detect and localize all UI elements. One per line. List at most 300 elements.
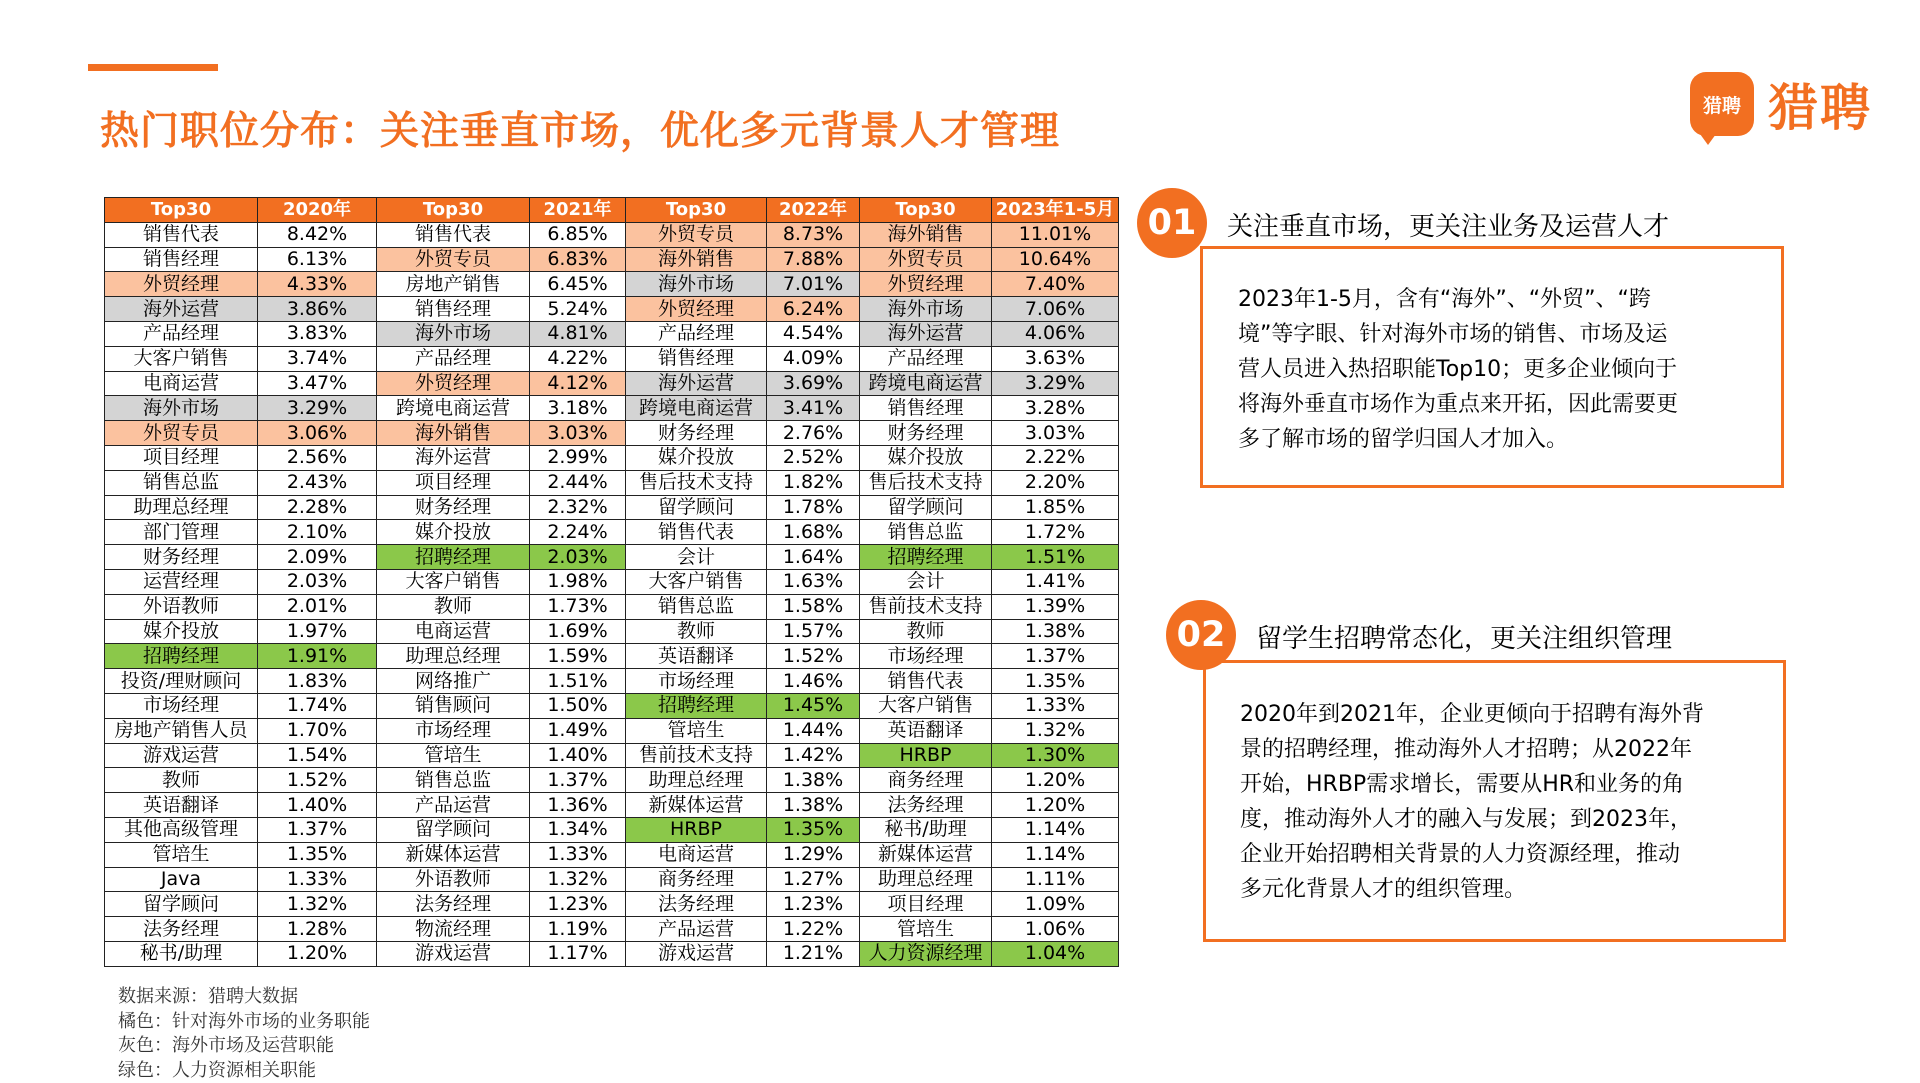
percentage-cell: 2.10% — [258, 520, 377, 545]
position-cell: 英语翻译 — [105, 793, 258, 818]
percentage-cell: 2.99% — [530, 445, 626, 470]
position-cell: 游戏运营 — [377, 941, 530, 966]
percentage-cell: 6.83% — [530, 247, 626, 272]
percentage-cell: 1.37% — [992, 644, 1119, 669]
position-cell: 销售总监 — [377, 768, 530, 793]
percentage-cell: 1.35% — [767, 817, 860, 842]
percentage-cell: 1.57% — [767, 619, 860, 644]
percentage-cell: 1.46% — [767, 669, 860, 694]
position-cell: 外贸经理 — [377, 371, 530, 396]
position-cell: 媒介投放 — [626, 445, 767, 470]
table-row — [105, 768, 1119, 793]
percentage-cell: 1.34% — [530, 817, 626, 842]
position-cell: 教师 — [105, 768, 258, 793]
position-cell: 媒介投放 — [377, 520, 530, 545]
position-cell: 电商运营 — [626, 842, 767, 867]
percentage-cell: 2.56% — [258, 445, 377, 470]
table-row — [105, 817, 1119, 842]
position-cell: 外贸专员 — [626, 222, 767, 247]
position-cell: 招聘经理 — [626, 693, 767, 718]
percentage-cell: 1.44% — [767, 718, 860, 743]
percentage-cell: 1.52% — [258, 768, 377, 793]
position-cell: 游戏运营 — [105, 743, 258, 768]
table-row — [105, 421, 1119, 446]
position-cell: 销售代表 — [626, 520, 767, 545]
percentage-cell: 4.06% — [992, 321, 1119, 346]
section-2-line: 开始，HRBP需求增长，需要从HR和业务的角 — [1240, 767, 1704, 802]
section-2-line: 多元化背景人才的组织管理。 — [1240, 872, 1704, 907]
legend-gray: 灰色：海外市场及运营职能 — [118, 1034, 370, 1059]
percentage-cell: 3.06% — [258, 421, 377, 446]
percentage-cell: 2.52% — [767, 445, 860, 470]
percentage-cell: 1.83% — [258, 669, 377, 694]
position-cell: 外贸专员 — [377, 247, 530, 272]
percentage-cell: 3.74% — [258, 346, 377, 371]
legend-orange: 橘色：针对海外市场的业务职能 — [118, 1010, 370, 1035]
position-cell: 大客户销售 — [626, 569, 767, 594]
table-row — [105, 693, 1119, 718]
percentage-cell: 6.45% — [530, 272, 626, 297]
table-row — [105, 495, 1119, 520]
position-cell: 产品经理 — [105, 321, 258, 346]
percentage-cell: 2.32% — [530, 495, 626, 520]
percentage-cell: 1.97% — [258, 619, 377, 644]
percentage-cell: 1.41% — [992, 569, 1119, 594]
percentage-cell: 1.59% — [530, 644, 626, 669]
table-row — [105, 619, 1119, 644]
percentage-cell: 6.13% — [258, 247, 377, 272]
position-cell: 媒介投放 — [860, 445, 992, 470]
percentage-cell: 1.14% — [992, 817, 1119, 842]
position-cell: 教师 — [860, 619, 992, 644]
position-cell: 法务经理 — [626, 892, 767, 917]
percentage-cell: 7.01% — [767, 272, 860, 297]
position-cell: 外贸专员 — [105, 421, 258, 446]
position-cell: 市场经理 — [860, 644, 992, 669]
percentage-cell: 8.73% — [767, 222, 860, 247]
percentage-cell: 4.09% — [767, 346, 860, 371]
percentage-cell: 3.18% — [530, 396, 626, 421]
percentage-cell: 7.88% — [767, 247, 860, 272]
percentage-cell: 3.47% — [258, 371, 377, 396]
position-cell: 销售经理 — [860, 396, 992, 421]
percentage-cell: 7.06% — [992, 297, 1119, 322]
percentage-cell: 11.01% — [992, 222, 1119, 247]
position-cell: 销售总监 — [105, 470, 258, 495]
table-header-row — [105, 198, 1119, 223]
percentage-cell: 1.40% — [258, 793, 377, 818]
position-cell: 海外运营 — [860, 321, 992, 346]
percentage-cell: 1.33% — [258, 867, 377, 892]
position-cell: 会计 — [626, 545, 767, 570]
position-cell: 产品经理 — [860, 346, 992, 371]
position-cell: 销售经理 — [626, 346, 767, 371]
position-cell: 管培生 — [626, 718, 767, 743]
position-cell: 售后技术支持 — [626, 470, 767, 495]
percentage-cell: 1.36% — [530, 793, 626, 818]
position-cell: 管培生 — [860, 917, 992, 942]
position-cell: 产品运营 — [626, 917, 767, 942]
position-cell: 法务经理 — [377, 892, 530, 917]
percentage-cell: 1.35% — [992, 669, 1119, 694]
percentage-cell: 3.69% — [767, 371, 860, 396]
section-1-line: 将海外垂直市场作为重点来开拓，因此需要更 — [1238, 387, 1678, 422]
percentage-cell: 4.33% — [258, 272, 377, 297]
position-cell: 外贸经理 — [860, 272, 992, 297]
percentage-cell: 1.37% — [258, 817, 377, 842]
table-header-cell: 2020年 — [258, 198, 377, 223]
percentage-cell: 4.22% — [530, 346, 626, 371]
position-cell: 助理总经理 — [377, 644, 530, 669]
table-row — [105, 272, 1119, 297]
position-cell: 招聘经理 — [105, 644, 258, 669]
position-cell: 项目经理 — [860, 892, 992, 917]
table-row — [105, 644, 1119, 669]
percentage-cell: 1.68% — [767, 520, 860, 545]
title-accent-bar — [88, 64, 218, 71]
percentage-cell: 1.19% — [530, 917, 626, 942]
position-cell: 市场经理 — [105, 693, 258, 718]
table-row — [105, 346, 1119, 371]
percentage-cell: 3.28% — [992, 396, 1119, 421]
position-cell: 投资/理财顾问 — [105, 669, 258, 694]
percentage-cell: 1.54% — [258, 743, 377, 768]
percentage-cell: 2.22% — [992, 445, 1119, 470]
position-cell: 外贸经理 — [105, 272, 258, 297]
percentage-cell: 3.29% — [258, 396, 377, 421]
percentage-cell: 2.44% — [530, 470, 626, 495]
logo-badge-icon: 猎聘 — [1690, 72, 1754, 136]
section-2-text — [1240, 697, 1704, 907]
position-cell: 财务经理 — [860, 421, 992, 446]
percentage-cell: 2.03% — [258, 569, 377, 594]
percentage-cell: 1.38% — [767, 768, 860, 793]
percentage-cell: 3.41% — [767, 396, 860, 421]
percentage-cell: 1.51% — [530, 669, 626, 694]
percentage-cell: 1.74% — [258, 693, 377, 718]
percentage-cell: 1.20% — [258, 941, 377, 966]
position-cell: 管培生 — [377, 743, 530, 768]
position-cell: 媒介投放 — [105, 619, 258, 644]
percentage-cell: 1.14% — [992, 842, 1119, 867]
table-row — [105, 743, 1119, 768]
position-cell: 招聘经理 — [860, 545, 992, 570]
position-cell: 外贸经理 — [626, 297, 767, 322]
position-cell: 助理总经理 — [626, 768, 767, 793]
table-header-cell: Top30 — [626, 198, 767, 223]
percentage-cell: 1.51% — [992, 545, 1119, 570]
table-row — [105, 892, 1119, 917]
position-cell: 游戏运营 — [626, 941, 767, 966]
position-cell: 助理总经理 — [860, 867, 992, 892]
table-row — [105, 297, 1119, 322]
position-cell: 跨境电商运营 — [626, 396, 767, 421]
section-1-line: 营人员进入热招职能Top10；更多企业倾向于 — [1238, 352, 1678, 387]
position-cell: 项目经理 — [105, 445, 258, 470]
percentage-cell: 1.40% — [530, 743, 626, 768]
position-cell: 外语教师 — [105, 594, 258, 619]
position-cell: 助理总经理 — [105, 495, 258, 520]
percentage-cell: 1.33% — [992, 693, 1119, 718]
table-row — [105, 222, 1119, 247]
table-row — [105, 247, 1119, 272]
position-cell: 销售代表 — [377, 222, 530, 247]
position-cell: 法务经理 — [860, 793, 992, 818]
percentage-cell: 2.09% — [258, 545, 377, 570]
legend-source: 数据来源：猎聘大数据 — [118, 985, 370, 1010]
position-cell: 海外市场 — [377, 321, 530, 346]
position-cell: 海外销售 — [626, 247, 767, 272]
position-cell: 留学顾问 — [626, 495, 767, 520]
percentage-cell: 1.73% — [530, 594, 626, 619]
position-cell: 海外运营 — [377, 445, 530, 470]
percentage-cell: 1.32% — [992, 718, 1119, 743]
section-1-line: 多了解市场的留学归国人才加入。 — [1238, 422, 1678, 457]
percentage-cell: 1.37% — [530, 768, 626, 793]
percentage-cell: 1.17% — [530, 941, 626, 966]
percentage-cell: 1.06% — [992, 917, 1119, 942]
position-cell: 海外市场 — [626, 272, 767, 297]
position-cell: 电商运营 — [377, 619, 530, 644]
position-cell: 大客户销售 — [377, 569, 530, 594]
percentage-cell: 10.64% — [992, 247, 1119, 272]
position-cell: 商务经理 — [860, 768, 992, 793]
table-row — [105, 396, 1119, 421]
percentage-cell: 8.42% — [258, 222, 377, 247]
position-cell: 新媒体运营 — [860, 842, 992, 867]
percentage-cell: 1.52% — [767, 644, 860, 669]
percentage-cell: 1.23% — [767, 892, 860, 917]
percentage-cell: 1.32% — [530, 867, 626, 892]
percentage-cell: 1.45% — [767, 693, 860, 718]
position-cell: 跨境电商运营 — [860, 371, 992, 396]
percentage-cell: 1.28% — [258, 917, 377, 942]
percentage-cell: 1.70% — [258, 718, 377, 743]
percentage-cell: 2.03% — [530, 545, 626, 570]
percentage-cell: 1.23% — [530, 892, 626, 917]
percentage-cell: 1.04% — [992, 941, 1119, 966]
position-cell: 新媒体运营 — [626, 793, 767, 818]
table-row — [105, 520, 1119, 545]
percentage-cell: 4.54% — [767, 321, 860, 346]
position-cell: 跨境电商运营 — [377, 396, 530, 421]
liepin-logo — [1690, 68, 1872, 140]
position-cell: 销售代表 — [105, 222, 258, 247]
position-cell: 销售经理 — [105, 247, 258, 272]
table-row — [105, 842, 1119, 867]
position-cell: 房地产销售 — [377, 272, 530, 297]
position-cell: 海外运营 — [105, 297, 258, 322]
table-row — [105, 917, 1119, 942]
position-cell: 财务经理 — [105, 545, 258, 570]
percentage-cell: 4.81% — [530, 321, 626, 346]
percentage-cell: 2.20% — [992, 470, 1119, 495]
position-cell: 电商运营 — [105, 371, 258, 396]
table-row — [105, 867, 1119, 892]
percentage-cell: 1.20% — [992, 768, 1119, 793]
table-row — [105, 669, 1119, 694]
section-1-number: 01 — [1137, 188, 1207, 258]
table-row — [105, 470, 1119, 495]
percentage-cell: 3.83% — [258, 321, 377, 346]
percentage-cell: 1.78% — [767, 495, 860, 520]
percentage-cell: 1.35% — [258, 842, 377, 867]
percentage-cell: 3.03% — [992, 421, 1119, 446]
position-cell: 销售总监 — [626, 594, 767, 619]
position-cell: 运营经理 — [105, 569, 258, 594]
position-cell: 财务经理 — [626, 421, 767, 446]
percentage-cell: 1.63% — [767, 569, 860, 594]
position-cell: 海外市场 — [105, 396, 258, 421]
percentage-cell: 6.85% — [530, 222, 626, 247]
position-cell: 管培生 — [105, 842, 258, 867]
legend-green: 绿色：人力资源相关职能 — [118, 1059, 370, 1083]
position-cell: HRBP — [860, 743, 992, 768]
position-cell: 产品经理 — [377, 346, 530, 371]
position-cell: 其他高级管理 — [105, 817, 258, 842]
section-1-line: 2023年1-5月，含有“海外”、“外贸”、“跨 — [1238, 282, 1678, 317]
table-row — [105, 569, 1119, 594]
section-2-line: 度，推动海外人才的融入与发展；到2023年， — [1240, 802, 1704, 837]
section-1-text — [1238, 282, 1678, 457]
percentage-cell: 1.50% — [530, 693, 626, 718]
percentage-cell: 1.69% — [530, 619, 626, 644]
percentage-cell: 3.63% — [992, 346, 1119, 371]
position-cell: 销售经理 — [377, 297, 530, 322]
section-2-number: 02 — [1166, 600, 1236, 670]
section-2-line: 2020年到2021年，企业更倾向于招聘有海外背 — [1240, 697, 1704, 732]
table-header-cell: Top30 — [105, 198, 258, 223]
percentage-cell: 2.28% — [258, 495, 377, 520]
position-cell: 物流经理 — [377, 917, 530, 942]
percentage-cell: 3.86% — [258, 297, 377, 322]
table-row — [105, 321, 1119, 346]
position-cell: 网络推广 — [377, 669, 530, 694]
percentage-cell: 1.22% — [767, 917, 860, 942]
position-cell: 会计 — [860, 569, 992, 594]
table-row — [105, 545, 1119, 570]
table-header-cell: 2022年 — [767, 198, 860, 223]
position-cell: 销售顾问 — [377, 693, 530, 718]
percentage-cell: 5.24% — [530, 297, 626, 322]
percentage-cell: 6.24% — [767, 297, 860, 322]
percentage-cell: 1.30% — [992, 743, 1119, 768]
position-cell: 财务经理 — [377, 495, 530, 520]
table-header-cell: Top30 — [377, 198, 530, 223]
percentage-cell: 1.85% — [992, 495, 1119, 520]
position-cell: 法务经理 — [105, 917, 258, 942]
section-1-title: 关注垂直市场，更关注业务及运营人才 — [1227, 206, 1669, 243]
section-1-line: 境”等字眼、针对海外市场的销售、市场及运 — [1238, 317, 1678, 352]
percentage-cell: 3.29% — [992, 371, 1119, 396]
percentage-cell: 1.11% — [992, 867, 1119, 892]
position-cell: 售前技术支持 — [626, 743, 767, 768]
percentage-cell: 2.43% — [258, 470, 377, 495]
percentage-cell: 1.39% — [992, 594, 1119, 619]
position-cell: 商务经理 — [626, 867, 767, 892]
percentage-cell: 1.82% — [767, 470, 860, 495]
table-header-cell: 2023年1-5月 — [992, 198, 1119, 223]
position-cell: 大客户销售 — [105, 346, 258, 371]
percentage-cell: 1.91% — [258, 644, 377, 669]
percentage-cell: 1.09% — [992, 892, 1119, 917]
position-cell: 海外市场 — [860, 297, 992, 322]
table-row — [105, 445, 1119, 470]
percentage-cell: 1.98% — [530, 569, 626, 594]
position-cell: 外语教师 — [377, 867, 530, 892]
percentage-cell: 2.76% — [767, 421, 860, 446]
position-cell: 人力资源经理 — [860, 941, 992, 966]
percentage-cell: 1.27% — [767, 867, 860, 892]
position-cell: 外贸专员 — [860, 247, 992, 272]
percentage-cell: 7.40% — [992, 272, 1119, 297]
table-row — [105, 793, 1119, 818]
percentage-cell: 1.64% — [767, 545, 860, 570]
percentage-cell: 1.38% — [767, 793, 860, 818]
section-2-title: 留学生招聘常态化，更关注组织管理 — [1256, 618, 1672, 655]
percentage-cell: 2.01% — [258, 594, 377, 619]
percentage-cell: 1.20% — [992, 793, 1119, 818]
position-cell: 销售总监 — [860, 520, 992, 545]
percentage-cell: 1.58% — [767, 594, 860, 619]
position-cell: 部门管理 — [105, 520, 258, 545]
percentage-cell: 1.72% — [992, 520, 1119, 545]
position-cell: 招聘经理 — [377, 545, 530, 570]
table-header-cell: Top30 — [860, 198, 992, 223]
section-2-line: 企业开始招聘相关背景的人力资源经理，推动 — [1240, 837, 1704, 872]
position-cell: 海外销售 — [860, 222, 992, 247]
position-cell: 海外运营 — [626, 371, 767, 396]
position-cell: HRBP — [626, 817, 767, 842]
percentage-cell: 1.49% — [530, 718, 626, 743]
position-cell: 秘书/助理 — [860, 817, 992, 842]
page-title: 热门职位分布：关注垂直市场，优化多元背景人才管理 — [100, 100, 1060, 156]
position-cell: 售后技术支持 — [860, 470, 992, 495]
section-2-line: 景的招聘经理，推动海外人才招聘；从2022年 — [1240, 732, 1704, 767]
table-row — [105, 941, 1119, 966]
position-cell: 英语翻译 — [626, 644, 767, 669]
position-cell: 留学顾问 — [860, 495, 992, 520]
percentage-cell: 1.38% — [992, 619, 1119, 644]
percentage-cell: 1.33% — [530, 842, 626, 867]
position-cell: 教师 — [626, 619, 767, 644]
table-row — [105, 594, 1119, 619]
position-cell: 海外销售 — [377, 421, 530, 446]
position-cell: 英语翻译 — [860, 718, 992, 743]
position-cell: 新媒体运营 — [377, 842, 530, 867]
percentage-cell: 4.12% — [530, 371, 626, 396]
position-cell: 市场经理 — [377, 718, 530, 743]
percentage-cell: 3.03% — [530, 421, 626, 446]
position-cell: 留学顾问 — [377, 817, 530, 842]
position-cell: 留学顾问 — [105, 892, 258, 917]
table-row — [105, 371, 1119, 396]
legend — [118, 985, 370, 1083]
position-cell: 产品经理 — [626, 321, 767, 346]
percentage-cell: 1.32% — [258, 892, 377, 917]
percentage-cell: 2.24% — [530, 520, 626, 545]
position-cell: 产品运营 — [377, 793, 530, 818]
percentage-cell: 1.29% — [767, 842, 860, 867]
position-cell: 销售代表 — [860, 669, 992, 694]
table-header-cell: 2021年 — [530, 198, 626, 223]
position-cell: 市场经理 — [626, 669, 767, 694]
logo-text: 猎聘 — [1768, 68, 1872, 140]
position-cell: Java — [105, 867, 258, 892]
percentage-cell: 1.21% — [767, 941, 860, 966]
position-cell: 大客户销售 — [860, 693, 992, 718]
position-cell: 项目经理 — [377, 470, 530, 495]
